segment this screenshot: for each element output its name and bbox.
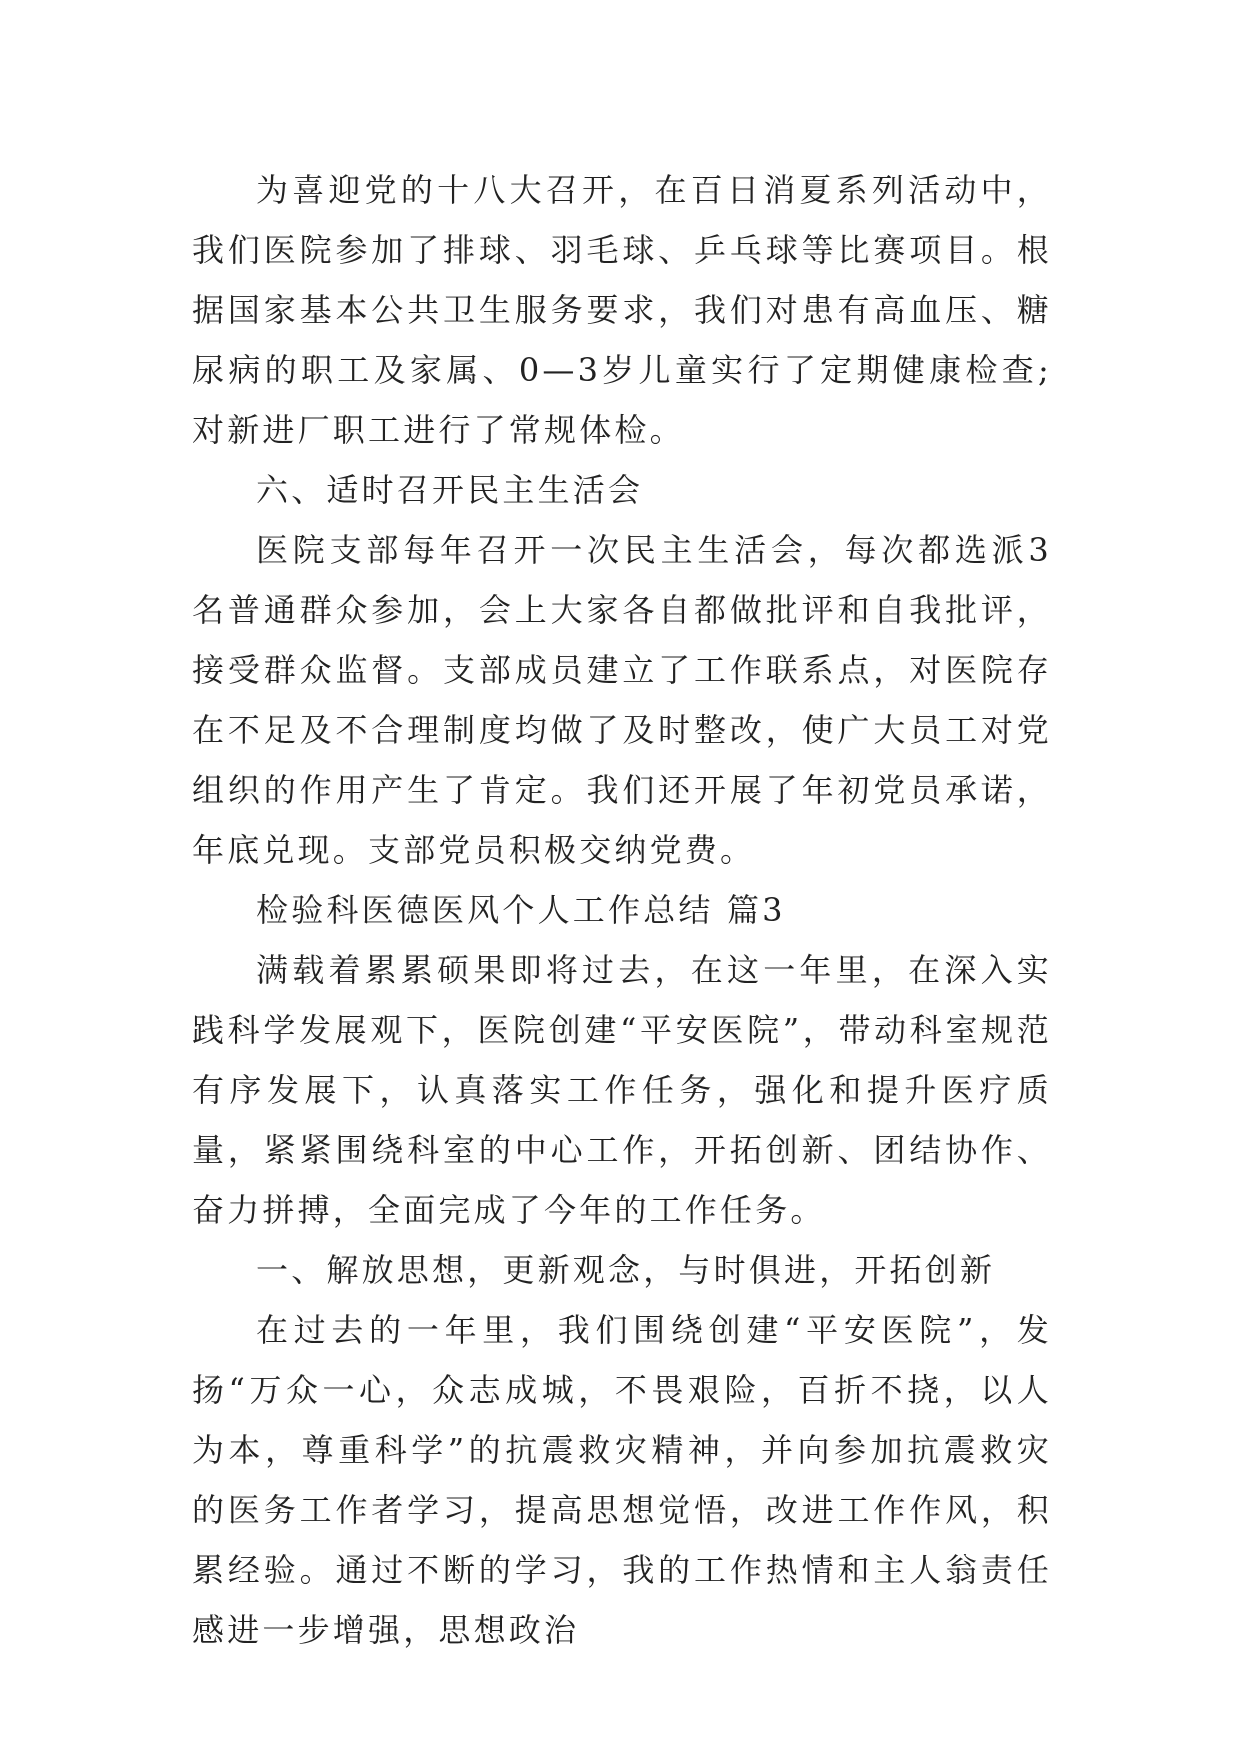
paragraph-safe-hospital: 在过去的一年里，我们围绕创建“平安医院”，发扬“万众一心，众志成城，不畏艰险，百折不挠，以人为本，尊重科学”的抗震救灾精神，并向参加抗震救灾的医务工作者学习，提高思想觉悟，改进工作作风，积累经验。通过不断的学习，我的工作热情和主人翁责任感进一步增强，思想政治 bbox=[192, 1311, 1052, 1649]
section-heading-democratic-meeting: 六、适时召开民主生活会 bbox=[256, 471, 644, 509]
paragraph-health-activities: 为喜迎党的十八大召开，在百日消夏系列活动中，我们医院参加了排球、羽毛球、乒乓球等比赛项目。根据国家基本公共卫生服务要求，我们对患有高血压、糖尿病的职工及家属、0—3岁儿童实行了定期健康检查;对新进厂职工进行了常规体检。 bbox=[192, 171, 1052, 449]
section-heading-emancipate-mind: 一、解放思想，更新观念，与时俱进，开拓创新 bbox=[256, 1251, 996, 1289]
paragraph-democratic-meeting: 医院支部每年召开一次民主生活会，每次都选派3名普通群众参加，会上大家各自都做批评和自我批评，接受群众监督。支部成员建立了工作联系点，对医院存在不足及不合理制度均做了及时整改，使广大员工对党组织的作用产生了肯定。我们还开展了年初党员承诺，年底兑现。支部党员积极交纳党费。 bbox=[192, 531, 1052, 869]
paragraph-year-summary: 满载着累累硕果即将过去，在这一年里，在深入实践科学发展观下，医院创建“平安医院”，带动科室规范有序发展下，认真落实工作任务，强化和提升医疗质量，紧紧围绕科室的中心工作，开拓创新、团结协作、奋力拼搏，全面完成了今年的工作任务。 bbox=[192, 951, 1052, 1229]
article-title-part3: 检验科医德医风个人工作总结 篇3 bbox=[256, 891, 786, 929]
document-body bbox=[192, 160, 1052, 1660]
